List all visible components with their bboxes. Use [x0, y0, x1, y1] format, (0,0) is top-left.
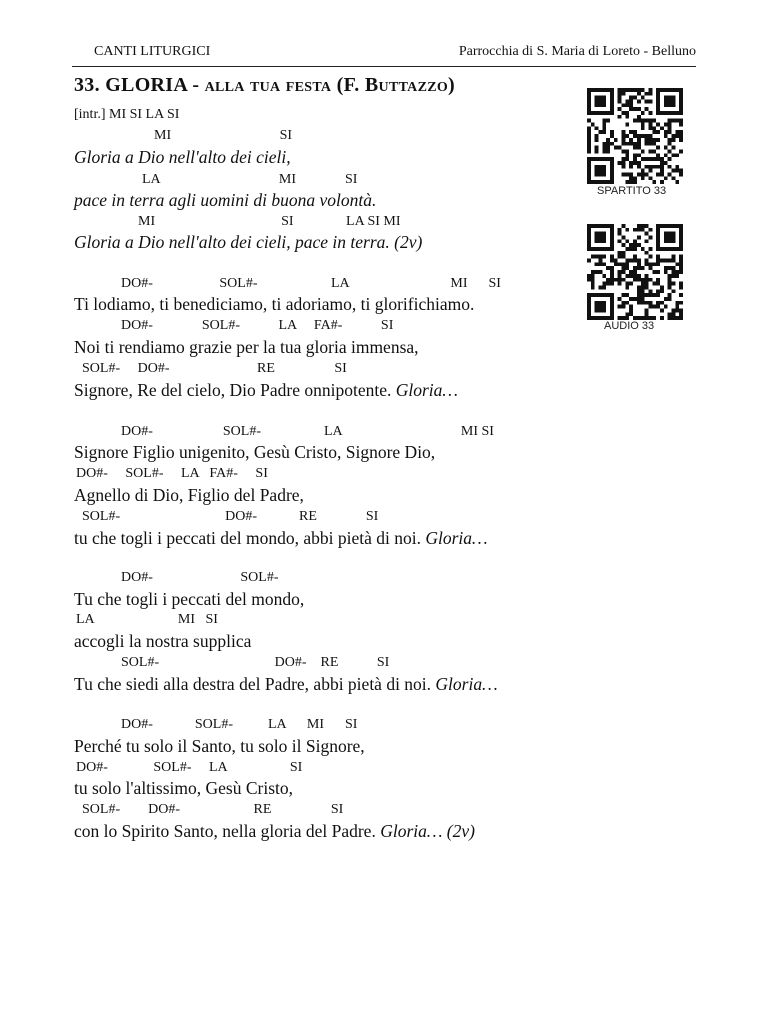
qr-code-spartito-icon[interactable]	[587, 88, 683, 184]
lyric-text: Gloria a Dio nell'alto dei cieli, pace in terra.	[74, 232, 390, 252]
chord-line: DO#- SOL#- LA MI SI	[121, 717, 358, 732]
intro-line: [intr.] MI SI LA SI	[74, 107, 180, 122]
lyric-line: pace in terra agli uomini di buona volontà.	[74, 190, 377, 210]
song-title	[74, 74, 455, 97]
refrain-mark: Gloria…	[395, 380, 458, 400]
lyric-text: tu che togli i peccati del mondo, abbi pietà di noi.	[74, 528, 426, 548]
qr-label-audio: AUDIO 33	[604, 320, 655, 332]
lyric-line: accogli la nostra supplica	[74, 631, 252, 651]
chord-line: SOL#- DO#- RE SI	[82, 802, 344, 817]
qr-label-spartito: SPARTITO 33	[597, 185, 667, 197]
lyric-text: con lo Spirito Santo, nella gloria del Padre.	[74, 821, 381, 841]
title-author: (F. Buttazzo)	[336, 74, 456, 96]
chord-line: MI SI LA SI MI	[138, 214, 401, 229]
lyric-line	[74, 380, 458, 400]
chord-line: DO#- SOL#- LA FA#- SI	[76, 466, 268, 481]
lyric-line: tu solo l'altissimo, Gesù Cristo,	[74, 778, 293, 798]
lyric-line: Gloria a Dio nell'alto dei cieli,	[74, 147, 291, 167]
lyric-line: Perché tu solo il Santo, tu solo il Signore,	[74, 736, 365, 756]
repeat-mark: (2v)	[389, 232, 423, 252]
chord-line: LA MI SI	[142, 172, 358, 187]
header-left: CANTI LITURGICI	[94, 44, 211, 59]
refrain-mark: Gloria… (2v)	[380, 821, 475, 841]
lyric-text: Tu che siedi alla destra del Padre, abbi pietà di noi.	[74, 674, 436, 694]
header-right: Parrocchia di S. Maria di Loreto - Belluno	[458, 44, 696, 59]
lyric-line	[74, 528, 488, 548]
chord-line: DO#- SOL#- LA SI	[76, 760, 303, 775]
qr-code-audio-icon[interactable]	[587, 224, 683, 320]
lyric-line: Agnello di Dio, Figlio del Padre,	[74, 485, 304, 505]
refrain-mark: Gloria…	[425, 528, 488, 548]
lyric-line	[74, 674, 498, 694]
lyric-line	[74, 821, 475, 841]
lyric-line: Tu che togli i peccati del mondo,	[74, 589, 305, 609]
chord-line: DO#- SOL#- LA MI SI	[121, 276, 501, 291]
chord-line: DO#- SOL#- LA MI SI	[121, 424, 494, 439]
title-subtitle: alla tua festa	[204, 74, 332, 96]
lyric-line: Noi ti rendiamo grazie per la tua gloria immensa,	[74, 337, 419, 357]
chord-line: DO#- SOL#-	[121, 570, 279, 585]
chord-line: MI SI	[154, 128, 293, 143]
title-number: 33. GLORIA -	[74, 74, 205, 96]
lyric-line: Signore Figlio unigenito, Gesù Cristo, Signore Dio,	[74, 442, 436, 462]
lyric-line: Ti lodiamo, ti benediciamo, ti adoriamo, ti glorifichiamo.	[74, 294, 475, 314]
refrain-mark: Gloria…	[435, 674, 498, 694]
chord-line: SOL#- DO#- RE SI	[121, 655, 390, 670]
page-header	[72, 44, 696, 64]
lyric-line	[74, 232, 422, 252]
chord-line: LA MI SI	[76, 612, 218, 627]
chord-line: DO#- SOL#- LA FA#- SI	[121, 318, 394, 333]
lyric-text: Signore, Re del cielo, Dio Padre onnipotente.	[74, 380, 396, 400]
chord-line: SOL#- DO#- RE SI	[82, 509, 379, 524]
header-rule	[72, 66, 696, 67]
chord-line: SOL#- DO#- RE SI	[82, 361, 347, 376]
